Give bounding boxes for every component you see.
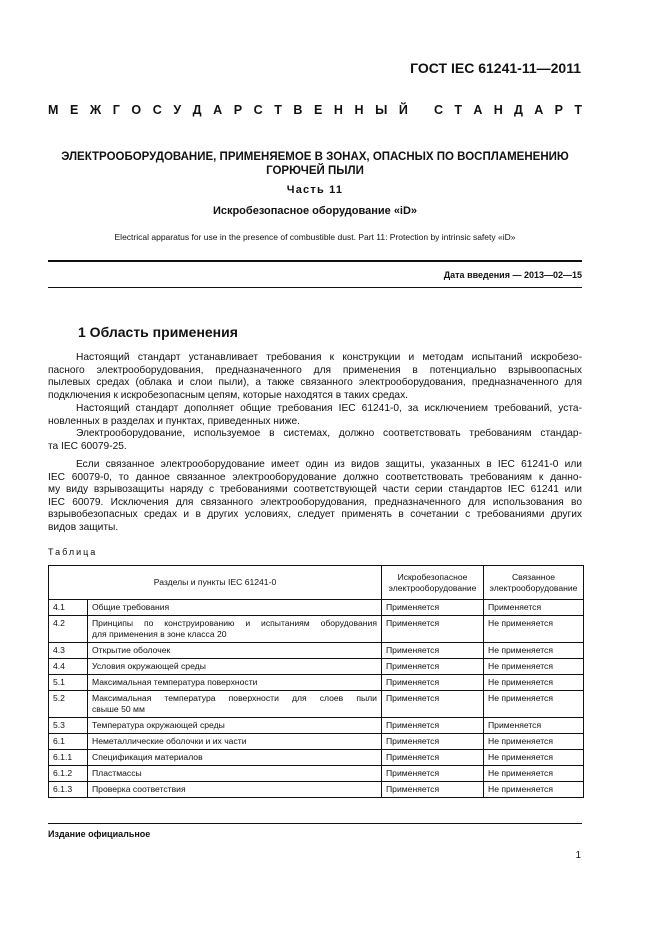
heading-letter: С (434, 103, 444, 117)
heading-letter: О (131, 103, 142, 117)
intrinsic-applicability: Применяется (382, 675, 484, 691)
heading-letter: Т (574, 103, 582, 117)
table-row (49, 734, 584, 750)
clause-title-line: Принципы по конструированию и испытаниям оборудования (92, 618, 377, 628)
page-number: 1 (575, 850, 581, 861)
clause-number: 6.1.2 (49, 766, 88, 782)
clause-number: 6.1 (49, 734, 88, 750)
heading-letter: Ж (89, 103, 102, 117)
heading-letter: Н (493, 103, 503, 117)
document-subtitle: Искробезопасное оборудование «iD» (212, 205, 418, 217)
heading-letter: Р (554, 103, 563, 117)
heading-letter: А (473, 103, 483, 117)
associated-applicability: Не применяется (484, 643, 584, 659)
paragraph-line: Настоящий стандарт устанавливает требования к конструкции и методам испытаний искробезо- (76, 352, 582, 363)
table-row (49, 718, 584, 734)
paragraph-line: новленных в разделах и пунктах, приведенных ниже. (48, 415, 300, 427)
heading-letter: С (253, 103, 263, 117)
associated-applicability: Не применяется (484, 766, 584, 782)
intrinsic-applicability: Применяется (382, 691, 484, 718)
paragraph-line: Если связанное электрооборудование имеет один из видов защиты, указанных в IEC 61241-0 или (76, 459, 582, 470)
clause-title-line: для применения в зоне класса 20 (92, 629, 227, 639)
header-line: электрооборудование (388, 582, 477, 593)
paragraph-line: видов защиты. (48, 521, 119, 533)
clause-title-line: Условия окружающей среды (92, 661, 206, 671)
table-caption: Таблица (48, 547, 98, 557)
heading-letter: Й (398, 103, 408, 117)
table-row (49, 600, 584, 616)
clause-number: 4.2 (49, 616, 88, 643)
intrinsic-applicability: Применяется (382, 643, 484, 659)
introduction-date: Дата введения — 2013—02—15 (443, 270, 582, 280)
heading-letter: Т (454, 103, 462, 117)
associated-applicability: Не применяется (484, 782, 584, 798)
associated-applicability: Применяется (484, 600, 584, 616)
applicability-table (48, 565, 584, 798)
part-label: Часть 11 (286, 184, 344, 196)
heading-letter: А (213, 103, 223, 117)
clause-title-line: Открытие оболочек (92, 645, 171, 655)
paragraph-line: му виду взрывозащиты наряду с требованиями соответствующей части серии стандартов IEC 61241 или (48, 484, 582, 496)
clause-title (88, 750, 382, 766)
clause-number: 6.1.3 (49, 782, 88, 798)
heading-letter: Н (354, 103, 364, 117)
clause-title (88, 718, 382, 734)
heading-letter: В (293, 103, 303, 117)
section-heading: 1 Область применения (78, 324, 238, 340)
heading-letter: Д (514, 103, 523, 117)
paragraph-line: IEC 60079. Исключения для связанного электрооборудования, предназначенного для использования во (48, 496, 582, 508)
heading-letter: Ы (375, 103, 388, 117)
divider (48, 823, 582, 824)
clause-title-line: Пластмассы (92, 768, 142, 778)
heading-letter: М (48, 103, 59, 117)
clause-title-line: Температура окружающей среды (92, 720, 225, 730)
heading-letter: Г (112, 103, 120, 117)
paragraph-line: пылевых средах (облака и слои пыли), а также связанного электрооборудования, предназначенного для (48, 377, 582, 389)
clause-title (88, 616, 382, 643)
clause-title (88, 675, 382, 691)
header-line: электрооборудование (489, 582, 578, 593)
table-header-row (49, 566, 584, 600)
clause-number: 5.2 (49, 691, 88, 718)
associated-applicability: Не применяется (484, 675, 584, 691)
paragraph-line: подключения к искробезопасным цепям, которые находятся в таких средах. (48, 389, 409, 401)
heading-letter: С (152, 103, 162, 117)
table-row (49, 659, 584, 675)
clause-title (88, 766, 382, 782)
clause-title-line: свыше 50 мм (92, 704, 145, 714)
divider (48, 260, 582, 262)
paragraph (48, 428, 582, 453)
clause-title-line: Максимальная температура поверхности (92, 677, 258, 687)
heading-letter: Т (274, 103, 282, 117)
associated-applicability: Не применяется (484, 734, 584, 750)
paragraph-line: та IEC 60079-25. (48, 440, 127, 452)
intrinsic-applicability: Применяется (382, 734, 484, 750)
header-intrinsic (382, 566, 484, 600)
clause-title (88, 643, 382, 659)
table-row (49, 675, 584, 691)
paragraph-line: взрывобезопасных средах и в других условиях, следует применять в сочетании с требованиями других (48, 509, 582, 521)
heading-letter: Е (314, 103, 323, 117)
intrinsic-applicability: Применяется (382, 782, 484, 798)
clause-title-line: Общие требования (92, 602, 170, 612)
table-row (49, 616, 584, 643)
paragraph-line: Настоящий стандарт дополняет общие требования IEC 61241-0, за исключением требований, уста- (76, 403, 582, 414)
clause-title (88, 600, 382, 616)
paragraph-line: пасного электрооборудования, предназначенного для применения в потенциально взрывоопасных (48, 364, 582, 376)
header-line: Связанное (511, 571, 556, 582)
header-sections: Разделы и пункты IEC 61241-0 (49, 566, 382, 600)
clause-title (88, 691, 382, 718)
intrinsic-applicability: Применяется (382, 616, 484, 643)
associated-applicability: Не применяется (484, 659, 584, 675)
table-row (49, 643, 584, 659)
clause-title (88, 659, 382, 675)
table-row (49, 766, 584, 782)
intrinsic-applicability: Применяется (382, 600, 484, 616)
paragraph (48, 403, 582, 428)
table-row (49, 691, 584, 718)
clause-title-line: Максимальная температура поверхности для слоев пыли (92, 693, 377, 703)
paragraph-line: IEC 60079-0, то данное связанное электрооборудование должно соответствовать требованиям к данно- (48, 471, 582, 483)
standard-word (434, 103, 582, 117)
interstate-word (48, 103, 408, 117)
paragraph (48, 459, 582, 535)
paragraph-line: Электрооборудование, используемое в системах, должно соответствовать требованиям стандар- (76, 428, 582, 439)
intrinsic-applicability: Применяется (382, 766, 484, 782)
clause-title-line: Проверка соответствия (92, 784, 186, 794)
table-row (49, 750, 584, 766)
clause-number: 4.1 (49, 600, 88, 616)
clause-number: 5.1 (49, 675, 88, 691)
clause-number: 6.1.1 (49, 750, 88, 766)
heading-letter: Е (69, 103, 79, 117)
official-edition: Издание официальное (48, 829, 151, 839)
interstate-standard-heading (48, 103, 582, 117)
associated-applicability: Применяется (484, 718, 584, 734)
associated-applicability: Не применяется (484, 616, 584, 643)
document-title (48, 150, 582, 178)
clause-title-line: Неметаллические оболочки и их части (92, 736, 247, 746)
heading-letter: А (534, 103, 544, 117)
intrinsic-applicability: Применяется (382, 750, 484, 766)
heading-letter: У (173, 103, 182, 117)
english-title: Electrical apparatus for use in the presence of combustible dust. Part 11: Protection by intrinsic safety «iD» (114, 232, 516, 242)
clause-number: 4.3 (49, 643, 88, 659)
document-code: ГОСТ IEC 61241-11—2011 (410, 60, 581, 76)
header-associated (484, 566, 584, 600)
paragraph (48, 352, 582, 402)
title-line: ЭЛЕКТРООБОРУДОВАНИЕ, ПРИМЕНЯЕМОЕ В ЗОНАХ, ОПАСНЫХ ПО ВОСПЛАМЕНЕНИЮ (61, 151, 569, 163)
clause-number: 5.3 (49, 718, 88, 734)
clause-title (88, 734, 382, 750)
heading-letter: Д (192, 103, 202, 117)
table-row (49, 782, 584, 798)
clause-title (88, 782, 382, 798)
intrinsic-applicability: Применяется (382, 718, 484, 734)
heading-letter: Р (233, 103, 243, 117)
associated-applicability: Не применяется (484, 750, 584, 766)
header-line: Искробезопасное (397, 571, 468, 582)
clause-title-line: Спецификация материалов (92, 752, 203, 762)
divider (48, 287, 582, 288)
associated-applicability: Не применяется (484, 691, 584, 718)
heading-letter: Н (333, 103, 343, 117)
title-line: ГОРЮЧЕЙ ПЫЛИ (266, 165, 364, 177)
clause-number: 4.4 (49, 659, 88, 675)
intrinsic-applicability: Применяется (382, 659, 484, 675)
